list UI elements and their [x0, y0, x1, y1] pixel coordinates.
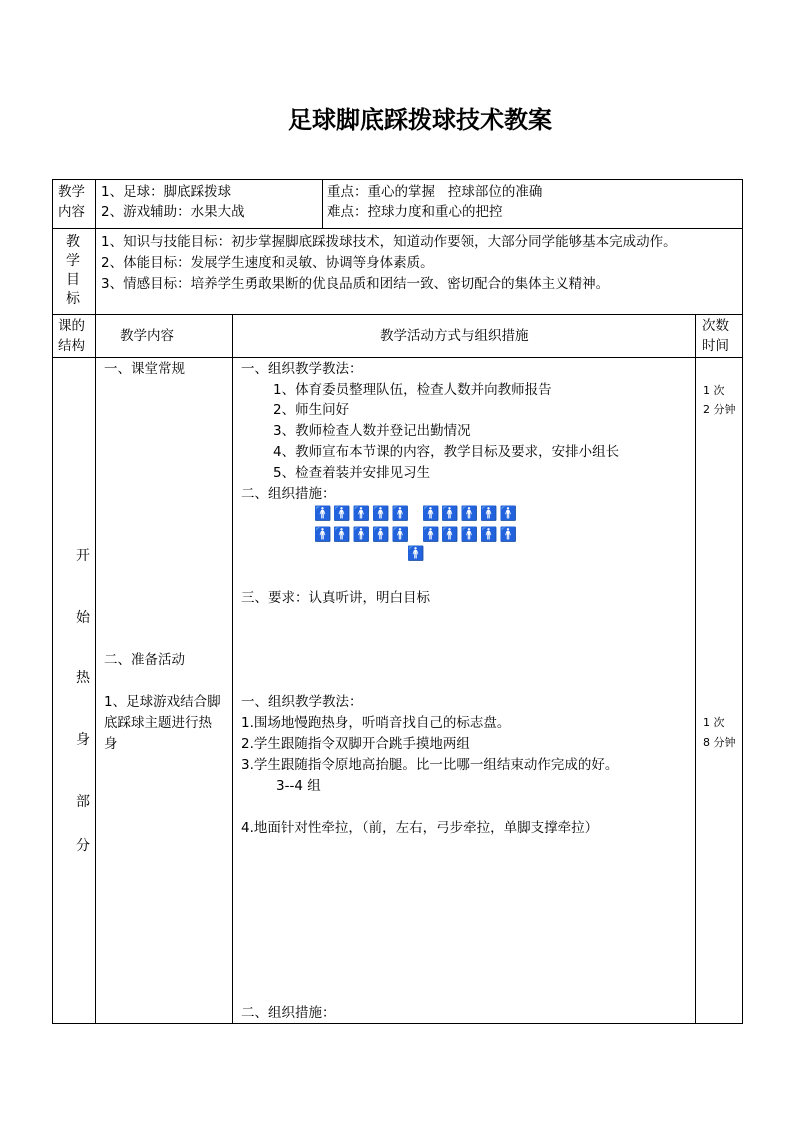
formation-row: 🚹🚹🚹🚹🚹 [314, 506, 412, 522]
goals-label-char: 学 [66, 253, 80, 269]
content-item: 1、足球：脚底踩拨球 [101, 184, 232, 200]
col-divider [695, 314, 696, 1024]
col-header-activities: 教学活动方式与组织措施 [380, 328, 529, 344]
teacher-marker: 🚹 [407, 546, 427, 562]
row-divider [52, 314, 743, 315]
part1-item: 2、师生问好 [273, 402, 350, 418]
content-item: 2、游戏辅助：水果大战 [101, 204, 245, 220]
goal-item: 1、知识与技能目标：初步掌握脚底踩拨球技术，知道动作要领，大部分同学能够基本完成动作。 [101, 234, 677, 250]
col-divider [232, 314, 233, 1024]
part2-item: 2.学生跟随指令双脚开合跳手摸地两组 [241, 736, 470, 752]
formation-row: 🚹🚹🚹🚹🚹 [422, 527, 520, 543]
part1-heading: 一、组织教学教法： [241, 361, 363, 377]
section-char: 部 [76, 794, 90, 810]
section-char: 始 [76, 610, 90, 626]
goal-item: 3、情感目标：培养学生勇敢果断的优良品质和团结一致、密切配合的集体主义精神。 [101, 276, 610, 292]
section-char: 开 [76, 548, 90, 564]
difficulty: 难点：控球力度和重心的把控 [327, 204, 503, 220]
col-header-structure: 课的 [58, 318, 85, 334]
time-duration: 2 分钟 [703, 403, 736, 416]
content-warmup-desc: 身 [104, 736, 118, 752]
goal-item: 2、体能目标：发展学生速度和灵敏、协调等身体素质。 [101, 255, 434, 271]
col-divider [95, 314, 96, 1024]
col-divider [95, 179, 96, 228]
requirement: 三、要求：认真听讲，明白目标 [241, 590, 430, 606]
part1-item: 5、检查着装并安排见习生 [273, 465, 431, 481]
section-char: 身 [76, 732, 90, 748]
section-char: 热 [76, 670, 90, 686]
section-char: 分 [76, 838, 90, 854]
part2-item: 4.地面针对性牵拉，（前，左右，弓步牵拉，单脚支撑牵拉） [241, 820, 599, 836]
part2-item: 3.学生跟随指令原地高抬腿。比一比哪一组结束动作完成的好。 [241, 757, 619, 773]
goals-label-char: 教 [66, 234, 80, 250]
content-routine: 一、课堂常规 [104, 361, 185, 377]
org-heading: 二、组织措施： [241, 486, 336, 502]
goals-label-char: 目 [66, 272, 80, 288]
col-header-content: 教学内容 [120, 328, 174, 344]
col-header-times: 次数 [702, 318, 729, 334]
time-duration: 8 分钟 [703, 736, 736, 749]
time-count: 1 次 [703, 716, 725, 729]
part1-item: 3、教师检查人数并登记出勤情况 [273, 423, 471, 439]
part2-heading: 一、组织教学教法： [241, 694, 363, 710]
key-point: 重点：重心的掌握 控球部位的准确 [327, 184, 543, 200]
part2-item: 3--4 组 [276, 778, 321, 794]
formation-row: 🚹🚹🚹🚹🚹 [314, 527, 412, 543]
time-count: 1 次 [703, 384, 725, 397]
content-warmup-desc: 1、足球游戏结合脚 [104, 694, 221, 710]
row-divider [52, 228, 743, 229]
content-label: 内容 [58, 204, 85, 220]
org-heading-2: 二、组织措施： [241, 1005, 336, 1021]
part1-item: 1、体育委员整理队伍，检查人数并向教师报告 [273, 382, 552, 398]
content-label: 教学 [58, 184, 85, 200]
col-divider [95, 228, 96, 314]
page-title: 足球脚底踩拨球技术教案 [288, 105, 552, 134]
col-header-structure: 结构 [58, 338, 85, 354]
goals-label-char: 标 [66, 291, 80, 307]
formation-row: 🚹🚹🚹🚹🚹 [422, 506, 520, 522]
content-warmup: 二、准备活动 [104, 652, 185, 668]
col-divider [322, 179, 323, 228]
row-divider [52, 357, 743, 358]
part2-item: 1.围场地慢跑热身，听哨音找自己的标志盘。 [241, 715, 511, 731]
col-header-times: 时间 [702, 338, 729, 354]
part1-item: 4、教师宣布本节课的内容，教学目标及要求，安排小组长 [273, 444, 620, 460]
content-warmup-desc: 底踩球主题进行热 [104, 715, 212, 731]
